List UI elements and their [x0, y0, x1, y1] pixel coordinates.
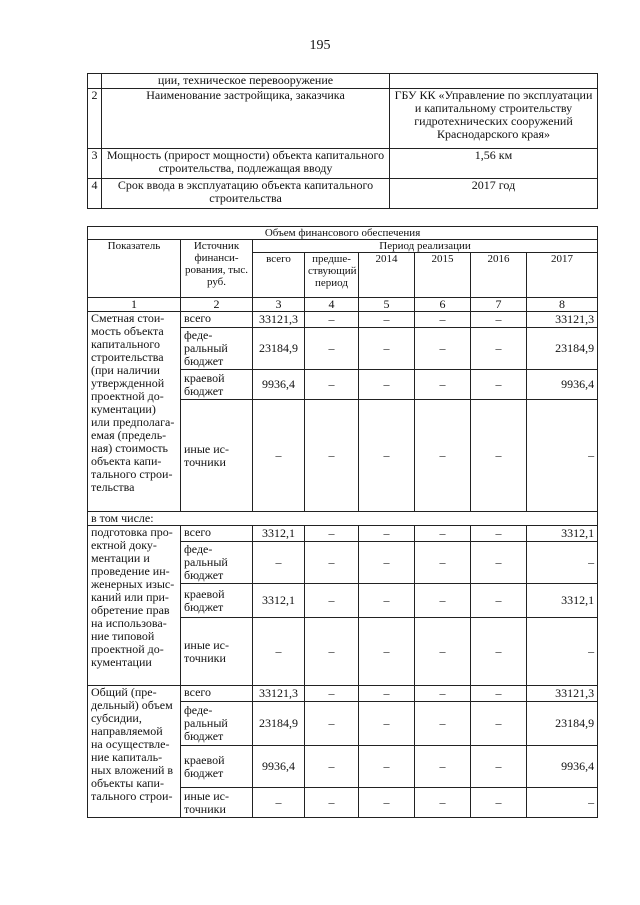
finance-table [87, 226, 598, 818]
value-2016: – [471, 526, 527, 542]
finance-title-row [88, 227, 598, 240]
passport-row-value: 1,56 км [390, 149, 598, 179]
value-2014: – [359, 400, 415, 512]
value-2015: – [415, 686, 471, 702]
header-year: 2014 [359, 253, 415, 298]
value-2016: – [471, 328, 527, 370]
value-2017: – [527, 788, 598, 818]
passport-row-label: Наименование застройщика, заказчика [102, 89, 390, 149]
header-previous: предше-ствующий период [305, 253, 359, 298]
table-row [88, 312, 598, 328]
source-cell: краевой бюджет [181, 746, 253, 788]
passport-table [87, 73, 598, 209]
value-2016: – [471, 584, 527, 618]
value-total: 9936,4 [253, 370, 305, 400]
value-2015: – [415, 400, 471, 512]
value-2014: – [359, 526, 415, 542]
indicator-cell: Общий (пре-дельный) объем субсидии, направляемой на осуществле-ние капиталь-ных вложений в объекты капи-тального строи- [88, 686, 181, 818]
source-cell: иные ис-точники [181, 400, 253, 512]
passport-row [88, 149, 598, 179]
indicator-cell: подготовка про-ектной доку-ментации и проведение ин-женерных изыс-каний или при-обретение прав на использова-ние типовой проектной до-кументации [88, 526, 181, 686]
column-number: 6 [415, 298, 471, 312]
value-total: – [253, 400, 305, 512]
value-2017: 9936,4 [527, 370, 598, 400]
finance-header-row [88, 240, 598, 253]
value-2017: 23184,9 [527, 702, 598, 746]
header-source: Источник финанси-рования, тыс. руб. [181, 240, 253, 298]
value-2015: – [415, 746, 471, 788]
value-2017: – [527, 400, 598, 512]
value-2014: – [359, 312, 415, 328]
value-2014: – [359, 370, 415, 400]
column-number: 7 [471, 298, 527, 312]
value-2015: – [415, 584, 471, 618]
passport-row-label: Мощность (прирост мощности) объекта капитального строительства, подлежащая вводу [102, 149, 390, 179]
subheading: в том числе: [88, 512, 598, 526]
column-number: 3 [253, 298, 305, 312]
source-cell: феде-ральный бюджет [181, 702, 253, 746]
value-2015: – [415, 788, 471, 818]
page-number: 195 [309, 38, 331, 53]
value-total: 23184,9 [253, 328, 305, 370]
value-2017: – [527, 618, 598, 686]
value-prev: – [305, 746, 359, 788]
table-row [88, 686, 598, 702]
passport-row-value [390, 74, 598, 89]
value-2016: – [471, 702, 527, 746]
passport-row [88, 89, 598, 149]
value-prev: – [305, 526, 359, 542]
value-2016: – [471, 618, 527, 686]
value-2014: – [359, 542, 415, 584]
value-2014: – [359, 746, 415, 788]
value-prev: – [305, 542, 359, 584]
column-number: 8 [527, 298, 598, 312]
value-total: 33121,3 [253, 686, 305, 702]
column-number: 5 [359, 298, 415, 312]
value-2015: – [415, 618, 471, 686]
column-number: 2 [181, 298, 253, 312]
value-total: 3312,1 [253, 526, 305, 542]
header-year: 2017 [527, 253, 598, 298]
value-prev: – [305, 788, 359, 818]
source-cell: всего [181, 312, 253, 328]
value-2015: – [415, 328, 471, 370]
value-2014: – [359, 328, 415, 370]
passport-row-number [88, 74, 102, 89]
value-2017: 23184,9 [527, 328, 598, 370]
value-2015: – [415, 312, 471, 328]
source-cell: краевой бюджет [181, 370, 253, 400]
indicator-cell: Сметная стои-мость объекта капитального строительства (при наличии утвержденной проектной до-кументации) или предполага-емая (предель-ная) стоимость объекта капи-тального строи-тельства [88, 312, 181, 512]
value-2015: – [415, 526, 471, 542]
table-row [88, 526, 598, 542]
value-2016: – [471, 788, 527, 818]
subheading-row [88, 512, 598, 526]
value-prev: – [305, 686, 359, 702]
passport-row [88, 179, 598, 209]
value-prev: – [305, 370, 359, 400]
value-prev: – [305, 702, 359, 746]
value-2015: – [415, 702, 471, 746]
value-2016: – [471, 542, 527, 584]
value-2017: 3312,1 [527, 526, 598, 542]
passport-row-label: ции, техническое перевооружение [102, 74, 390, 89]
value-total: 9936,4 [253, 746, 305, 788]
value-total: – [253, 618, 305, 686]
value-total: – [253, 542, 305, 584]
value-2016: – [471, 312, 527, 328]
value-2014: – [359, 702, 415, 746]
value-prev: – [305, 400, 359, 512]
value-total: 33121,3 [253, 312, 305, 328]
column-number: 4 [305, 298, 359, 312]
value-2014: – [359, 584, 415, 618]
value-2015: – [415, 542, 471, 584]
passport-row-value: 2017 год [390, 179, 598, 209]
passport-row-number: 4 [88, 179, 102, 209]
source-cell: иные ис-точники [181, 618, 253, 686]
passport-row-value: ГБУ КК «Управление по эксплуатации и капитальному строительству гидротехнических сооружений Краснодарского края» [390, 89, 598, 149]
passport-row-label: Срок ввода в эксплуатацию объекта капитального строительства [102, 179, 390, 209]
value-2016: – [471, 686, 527, 702]
value-2016: – [471, 400, 527, 512]
header-year: 2016 [471, 253, 527, 298]
value-2016: – [471, 370, 527, 400]
column-number-row [88, 298, 598, 312]
value-total: 3312,1 [253, 584, 305, 618]
value-total: 23184,9 [253, 702, 305, 746]
source-cell: краевой бюджет [181, 584, 253, 618]
column-number: 1 [88, 298, 181, 312]
value-2017: 33121,3 [527, 312, 598, 328]
value-2017: 9936,4 [527, 746, 598, 788]
value-2014: – [359, 788, 415, 818]
source-cell: феде-ральный бюджет [181, 542, 253, 584]
value-2015: – [415, 370, 471, 400]
passport-row [88, 74, 598, 89]
source-cell: всего [181, 526, 253, 542]
source-cell: иные ис-точники [181, 788, 253, 818]
header-total: всего [253, 253, 305, 298]
finance-title: Объем финансового обеспечения [88, 227, 598, 240]
passport-row-number: 2 [88, 89, 102, 149]
passport-row-number: 3 [88, 149, 102, 179]
value-2014: – [359, 618, 415, 686]
value-prev: – [305, 328, 359, 370]
source-cell: феде-ральный бюджет [181, 328, 253, 370]
header-year: 2015 [415, 253, 471, 298]
header-period: Период реализации [253, 240, 598, 253]
value-2017: 33121,3 [527, 686, 598, 702]
value-prev: – [305, 618, 359, 686]
value-2014: – [359, 686, 415, 702]
value-2017: 3312,1 [527, 584, 598, 618]
value-prev: – [305, 312, 359, 328]
value-2016: – [471, 746, 527, 788]
header-indicator: Показатель [88, 240, 181, 298]
value-2017: – [527, 542, 598, 584]
source-cell: всего [181, 686, 253, 702]
value-prev: – [305, 584, 359, 618]
value-total: – [253, 788, 305, 818]
